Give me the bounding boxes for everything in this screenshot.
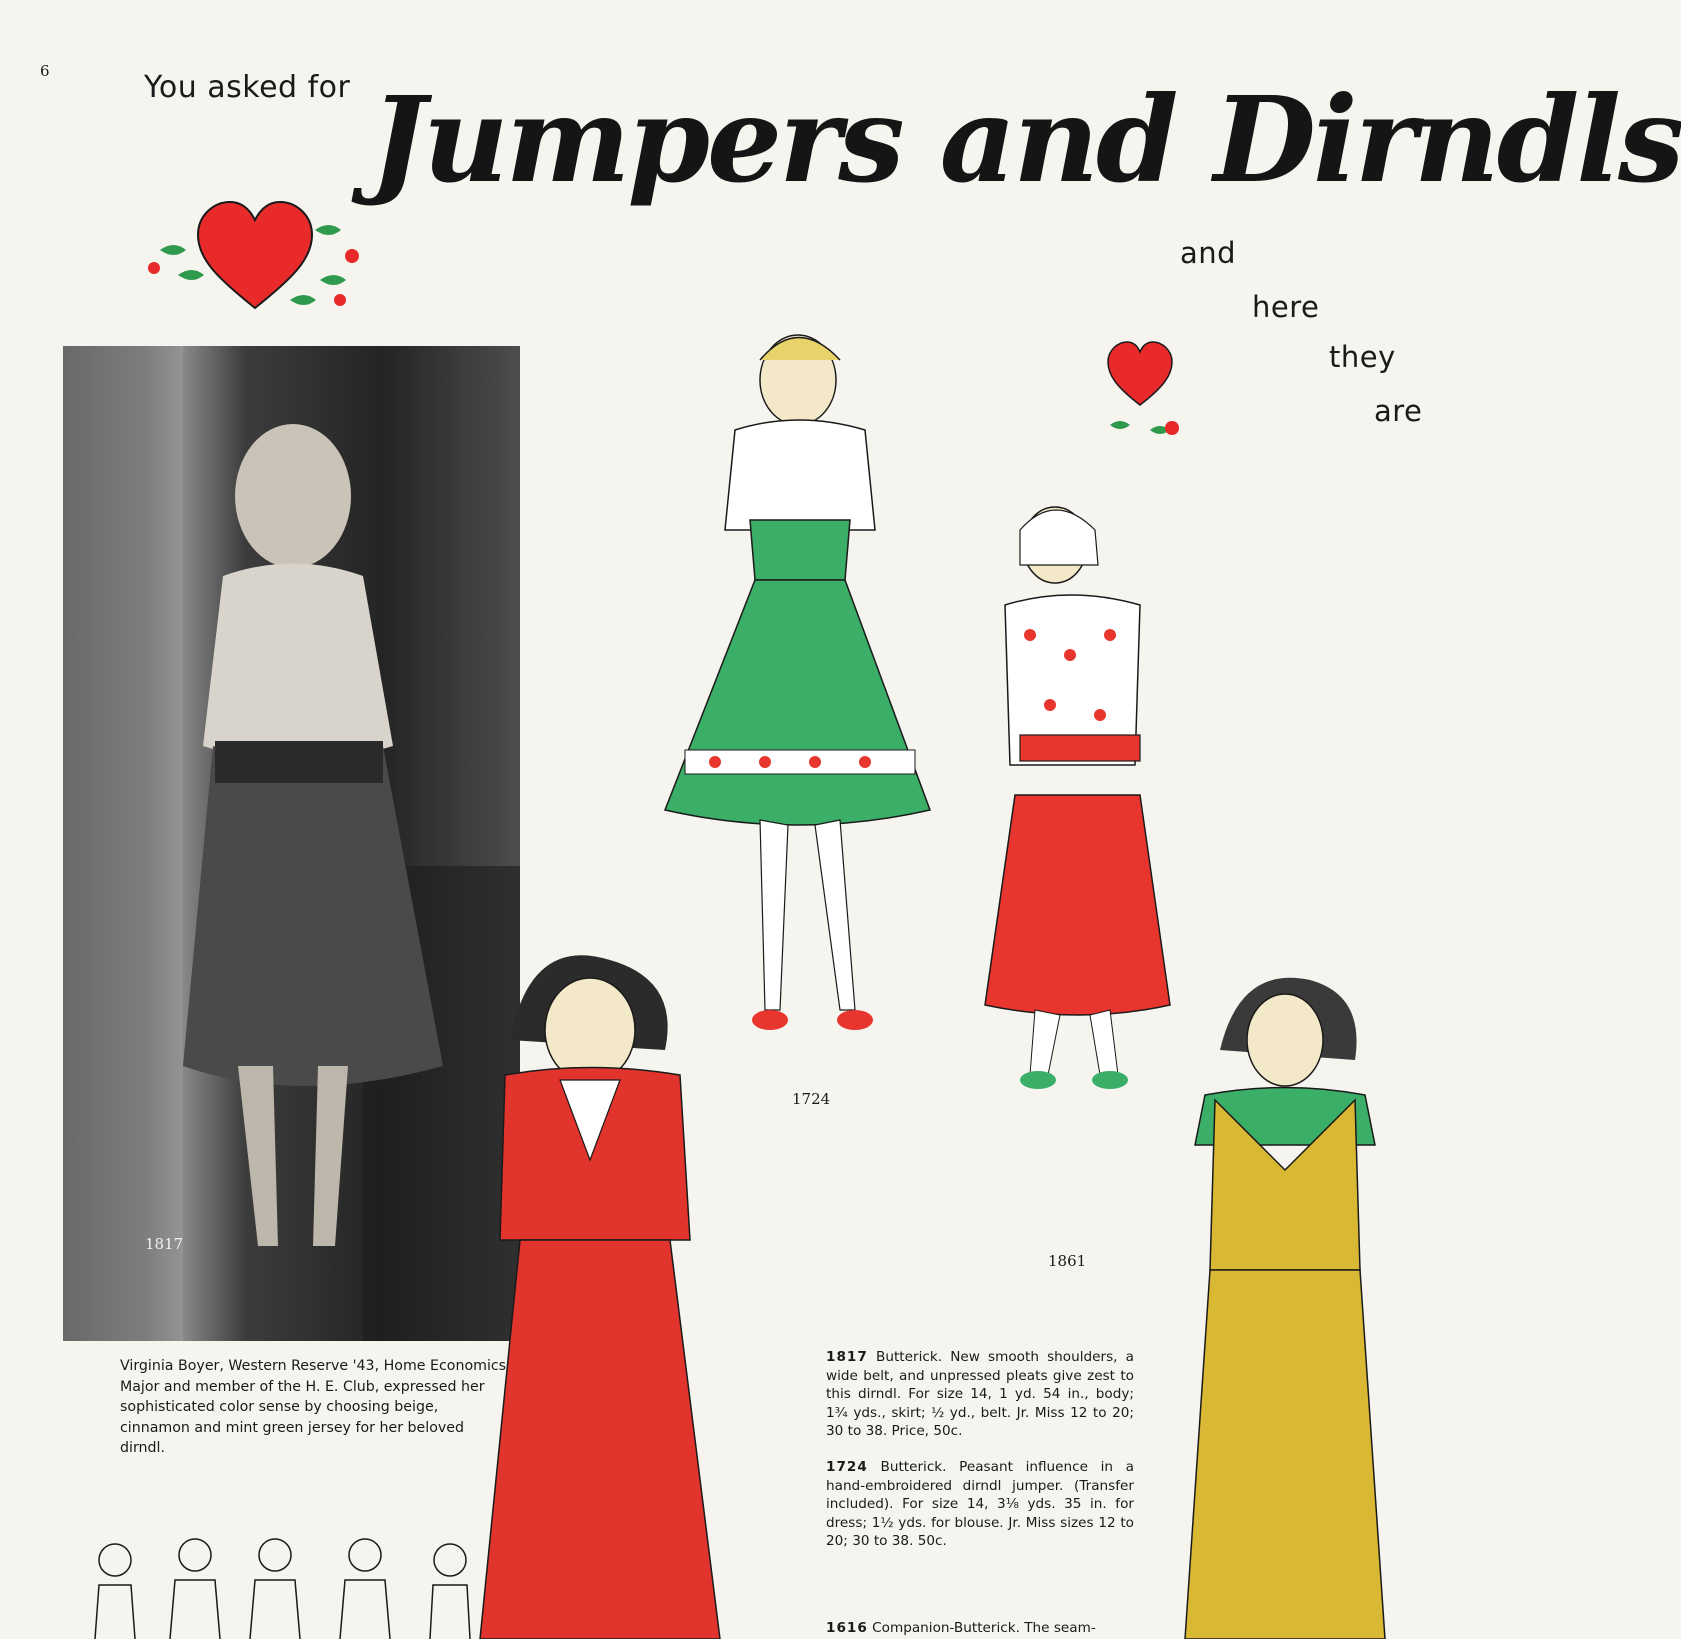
intro-text: You asked for [144,70,351,105]
description-1616 [826,1619,1134,1638]
description-text: Companion-Butterick. The seam- [872,1620,1096,1636]
description-number: 1817 [826,1349,868,1365]
page-title: Jumpers and Dirndls [370,70,1681,209]
heart-icon [1108,342,1172,405]
pattern-sketches [85,1530,485,1639]
illustration-label-1861: 1861 [1048,1252,1087,1270]
illustration-1861 [960,495,1190,1095]
illustration-label-1724: 1724 [792,1090,831,1108]
tagline-word-4: are [1374,394,1423,428]
description-1724 [826,1458,1134,1551]
photo-pattern-number: 1817 [145,1235,184,1253]
tagline-word-2: here [1252,290,1320,324]
illustration-yellow-jumper [1160,970,1410,1639]
heart-ornament-large [140,180,370,320]
tagline-word-1: and [1180,236,1237,270]
tagline-word-3: they [1329,340,1396,374]
heart-ornament-small [1080,330,1210,480]
description-number: 1724 [826,1459,868,1475]
description-text: Butterick. New smooth shoulders, a wide belt, and unpressed pleats give zest to this dirndl. For size 14, 1 yd. 54 in., body; 1¾ yds., skirt; ½ yd., belt. Jr. Miss 12 to 20; 30 to 38. Price, 50c. [826,1349,1135,1439]
description-1817 [826,1348,1134,1441]
description-text: Butterick. Peasant influence in a hand-embroidered dirndl jumper. (Transfer included). For size 14, 3⅛ yds. 35 in. for dress; 1½ yds. for blouse. Jr. Miss sizes 12 to 20; 30 to 38. 50c. [826,1459,1134,1549]
heart-icon [198,202,312,308]
description-number: 1616 [826,1620,868,1636]
page-number: 6 [40,62,50,80]
photo-caption: Virginia Boyer, Western Reserve '43, Home Economics Major and member of the H. E. Club, expressed her sophisticated color sense by choosing beige, cinnamon and mint green jersey for her beloved dirndl. [120,1358,507,1456]
